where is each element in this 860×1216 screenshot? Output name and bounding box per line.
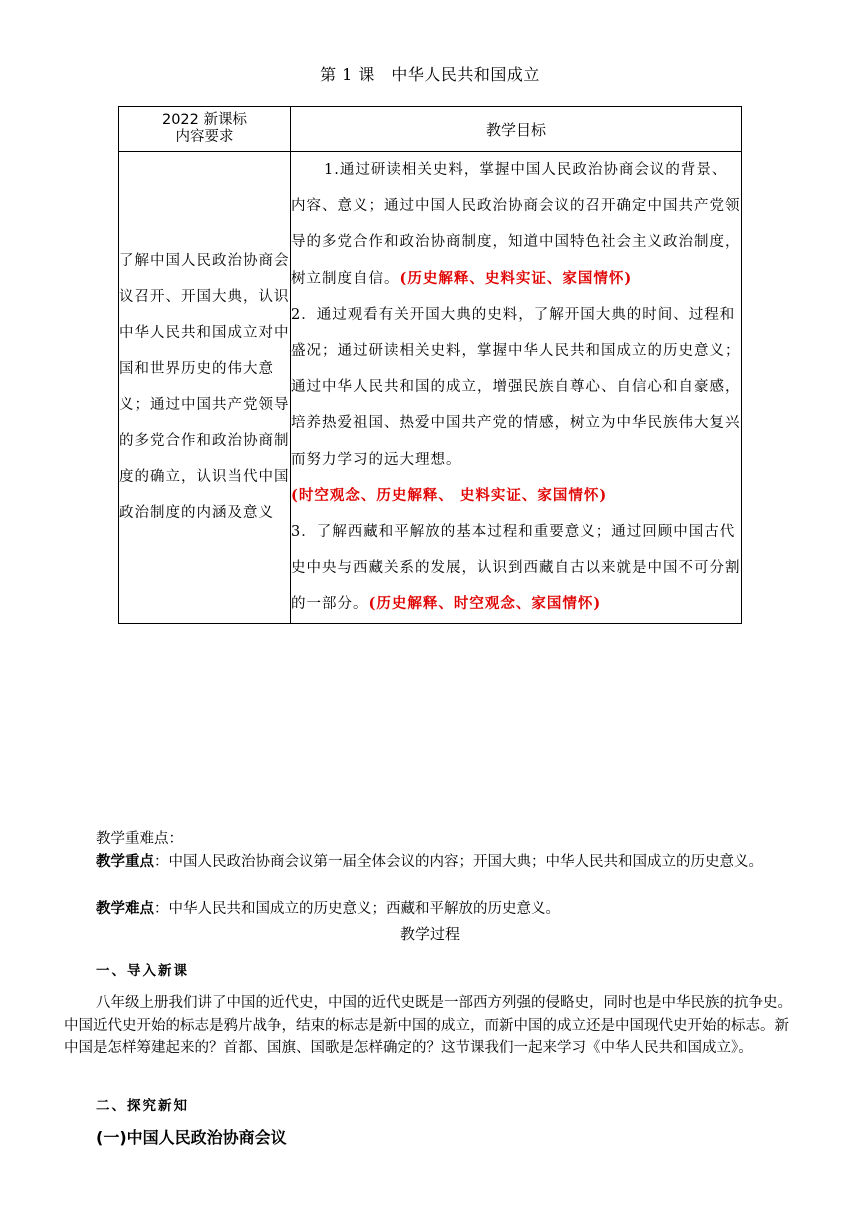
table-header-row bbox=[119, 107, 742, 152]
focus-label: 教学重点 bbox=[96, 853, 154, 870]
difficulty-label: 教学难点 bbox=[96, 900, 154, 917]
lesson-title: 第 1 课 中华人民共和国成立 bbox=[320, 65, 540, 84]
content-requirements-cell bbox=[119, 152, 291, 624]
goal-text: 3．了解西藏和平解放的基本过程和重要意义；通过回顾中国古代史中央与西藏关系的发展，认识到西藏自古以来就是中国不可分割的一部分。 bbox=[291, 524, 741, 613]
key-points-heading bbox=[64, 828, 800, 850]
teaching-goals-cell bbox=[291, 152, 742, 624]
header-col1-line2: 内容要求 bbox=[175, 129, 234, 145]
section-2-heading: 二、探究新知 bbox=[96, 1098, 189, 1114]
objectives-table bbox=[118, 106, 742, 624]
key-points-heading-text: 教学重难点： bbox=[96, 831, 183, 847]
goal-tag: (历史解释、史料实证、家国情怀) bbox=[399, 269, 633, 287]
goal-item-1 bbox=[291, 152, 741, 297]
section-1-body: 八年级上册我们讲了中国的近代史，中国的近代史既是一部西方列强的侵略史，同时也是中华民族的抗争史。中国近代史开始的标志是鸦片战争，结束的标志是新中国的成立，而新中国的成立还是中国现代史开始的标志。新中国是怎样筹建起来的？首都、国旗、国歌是怎样确定的？这节课我们一起来学习《中华人民共和国成立》。 bbox=[64, 995, 792, 1056]
teaching-focus bbox=[64, 851, 800, 873]
header-col1-line1: 2022 新课标 bbox=[161, 112, 247, 128]
teaching-difficulty bbox=[64, 898, 800, 920]
header-teaching-goals: 教学目标 bbox=[291, 107, 742, 152]
header-content-requirements bbox=[119, 107, 291, 152]
goal-tag: (时空观念、历史解释、 史料实证、家国情怀) bbox=[291, 486, 608, 504]
focus-text: ：中国人民政治协商会议第一届全体会议的内容；开国大典；中华人民共和国成立的历史意义。 bbox=[154, 854, 763, 870]
goal-tag: (历史解释、时空观念、家国情怀) bbox=[368, 595, 602, 613]
goal-text: 1.通过研读相关史料，掌握中国人民政治协商会议的背景、内容、意义；通过中国人民政治协商会议的召开确定中国共产党领导的多党合作和政治协商制度，知道中国特色社会主义政治制度，树立制度自信。 bbox=[291, 162, 741, 287]
table-body-row bbox=[119, 152, 742, 624]
goal-text: 2．通过观看有关开国大典的史料，了解开国大典的时间、过程和盛况；通过研读相关史料，掌握中华人民共和国成立的历史意义；通过中华人民共和国的成立，增强民族自尊心、自信心和自豪感，培养热爱祖国、热爱中国共产党的情感，树立为中华民族伟大复兴而努力学习的远大理想。 bbox=[291, 306, 741, 468]
section-1-heading: 一、导入新课 bbox=[96, 963, 189, 979]
process-heading: 教学过程 bbox=[399, 925, 460, 943]
subsection-heading: (一)中国人民政治协商会议 bbox=[96, 1128, 287, 1147]
difficulty-text: ：中华人民共和国成立的历史意义；西藏和平解放的历史意义。 bbox=[154, 901, 560, 917]
content-requirements-text: 了解中国人民政治协商会议召开、开国大典，认识中华人民共和国成立对中国和世界历史的伟大意义；通过中国共产党领导的多党合作和政治协商制度的确立，认识当代中国政治制度的内涵及意义 bbox=[119, 253, 290, 522]
goal-item-3 bbox=[291, 514, 741, 623]
goal-item-2 bbox=[291, 297, 741, 514]
